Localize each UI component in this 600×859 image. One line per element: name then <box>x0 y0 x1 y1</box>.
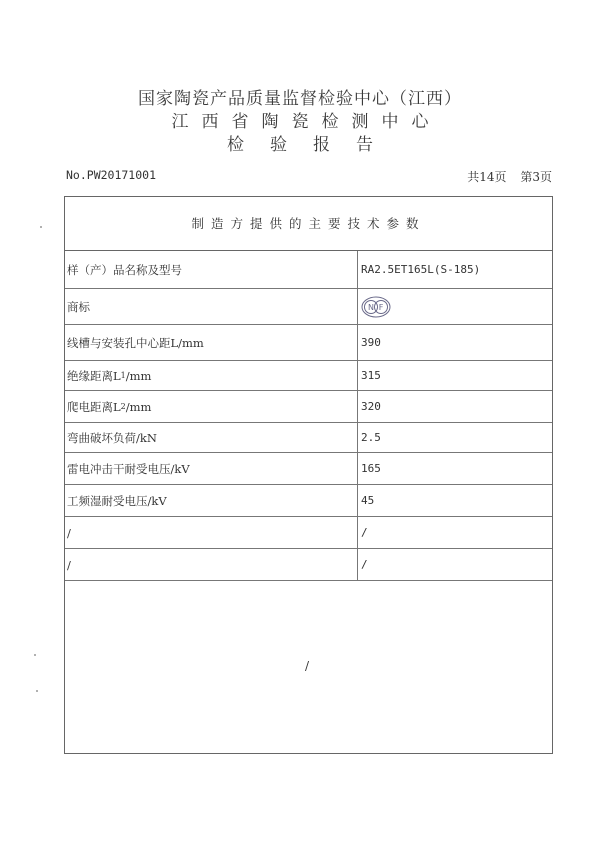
table-row <box>65 485 552 517</box>
row-value: 165 <box>361 462 381 475</box>
table-row <box>65 251 552 289</box>
center-name-title: 国家陶瓷产品质量监督检验中心（江西） <box>138 89 462 109</box>
report-number: No.PW20171001 <box>66 168 157 182</box>
logo-letter: N <box>368 302 374 312</box>
row-label: 弯曲破坏负荷/kN <box>67 430 157 445</box>
report-header-row <box>66 168 552 186</box>
logo-letter: F <box>378 302 384 312</box>
table-row <box>65 549 552 581</box>
row-label: 爬电距离L 2 /mm <box>67 399 152 414</box>
row-label: 工频湿耐受电压/kV <box>67 493 167 508</box>
report-type-title: 检验报告 <box>227 135 399 155</box>
parameters-table <box>64 196 553 754</box>
row-label: / <box>67 525 71 540</box>
table-row <box>65 453 552 485</box>
row-value: 390 <box>361 336 381 349</box>
row-label: 线槽与安装孔中心距L/mm <box>67 335 204 350</box>
row-value: RA2.5ET165L(S-185) <box>361 263 481 276</box>
total-pages: 共14页 <box>467 170 507 184</box>
current-page: 第3页 <box>520 170 552 184</box>
row-label: 绝缘距离L 1 /mm <box>67 368 152 383</box>
row-value: / <box>361 526 368 539</box>
row-value <box>361 289 391 324</box>
row-value: / <box>361 558 368 571</box>
table-row <box>65 423 552 453</box>
row-value: 2.5 <box>361 431 381 444</box>
table-row <box>65 325 552 361</box>
row-label: 样（产）品名称及型号 <box>67 262 182 277</box>
table-row <box>65 391 552 423</box>
table-row <box>65 517 552 549</box>
row-label: 雷电冲击干耐受电压/kV <box>67 461 190 476</box>
table-title: 制造方提供的主要技术参数 <box>65 197 552 251</box>
table-row <box>65 289 552 325</box>
trademark-logo-icon <box>361 296 391 318</box>
page-info <box>457 168 552 185</box>
row-value: 45 <box>361 494 375 507</box>
row-value: 320 <box>361 400 381 413</box>
table-row <box>65 361 552 391</box>
row-value: 315 <box>361 369 381 382</box>
blank-area-mark: / <box>305 659 310 673</box>
row-label: / <box>67 557 71 572</box>
center-subtitle: 江西省陶瓷检测中心 <box>171 112 442 132</box>
row-label: 商标 <box>67 299 90 314</box>
report-title-block <box>0 88 600 156</box>
